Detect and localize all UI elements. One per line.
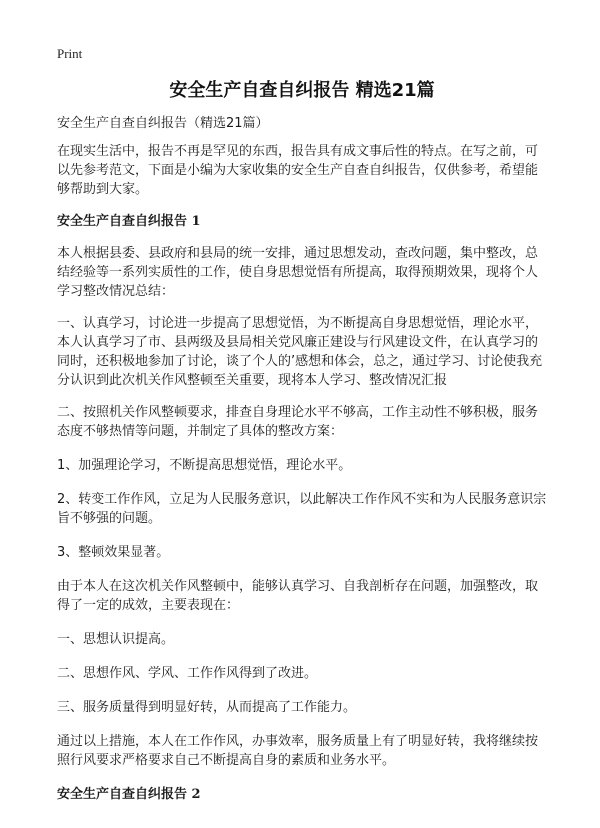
paragraph: 一、认真学习，讨论进一步提高了思想觉悟，为不断提高自身思想觉悟，理论水平，本人认真学习了市、县两级及县局相关党风廉正建设与行风建设文件，在认真学习的同时，还积极地参加了讨论，谈了个人的’感想和体会，总之，通过学习、讨论使我充分认识到此次机关作风整顿至关重要，现将本人学习、整改情况汇报 xyxy=(57,316,543,388)
document-subtitle: 安全生产自查自纠报告（精选21篇） xyxy=(57,116,269,131)
section-heading-1: 安全生产自查自纠报告 1 xyxy=(57,214,201,229)
paragraph: 由于本人在这次机关作风整顿中，能够认真学习、自我剖析存在问题，加强整改，取得了一定的成效，主要表现在： xyxy=(57,579,539,613)
intro-paragraph: 在现实生活中，报告不再是罕见的东西，报告具有成文事后性的特点。在写之前，可以先参考范文，下面是小编为大家收集的安全生产自查自纠报告，仅供参考，希望能够帮助到大家。 xyxy=(57,144,539,197)
paragraph: 3、整顿效果显著。 xyxy=(57,545,170,560)
paragraph: 2、转变工作作风，立足为人民服务意识，以此解决工作作风不实和为人民服务意识宗旨不够强的问题。 xyxy=(57,492,547,526)
paragraph: 二、按照机关作风整顿要求，排查自身理论水平不够高，工作主动性不够积极，服务态度不够热情等问题，并制定了具体的整改方案： xyxy=(57,405,539,439)
paragraph: 三、服务质量得到明显好转，从而提高了工作能力。 xyxy=(57,700,357,715)
paragraph: 本人根据县委、县政府和县局的统一安排，通过思想发动，查改问题，集中整改，总结经验等一系列实质性的工作，使自身思想觉悟有所提高，取得预期效果，现将个人学习整改情况总结： xyxy=(57,246,539,299)
print-link[interactable]: Print xyxy=(57,46,83,61)
section-heading-2: 安全生产自查自纠报告 2 xyxy=(57,787,201,802)
paragraph: 通过以上措施，本人在工作作风，办事效率，服务质量上有了明显好转，我将继续按照行风要求严格要求自己不断提高自身的素质和业务水平。 xyxy=(57,734,539,768)
document-body xyxy=(57,79,547,804)
paragraph: 1、加强理论学习，不断提高思想觉悟，理论水平。 xyxy=(57,458,352,473)
paragraph: 二、思想作风、学风、工作作风得到了改进。 xyxy=(57,666,318,681)
paragraph: 一、思想认识提高。 xyxy=(57,632,175,647)
document-title: 安全生产自查自纠报告 精选21篇 xyxy=(169,80,435,101)
